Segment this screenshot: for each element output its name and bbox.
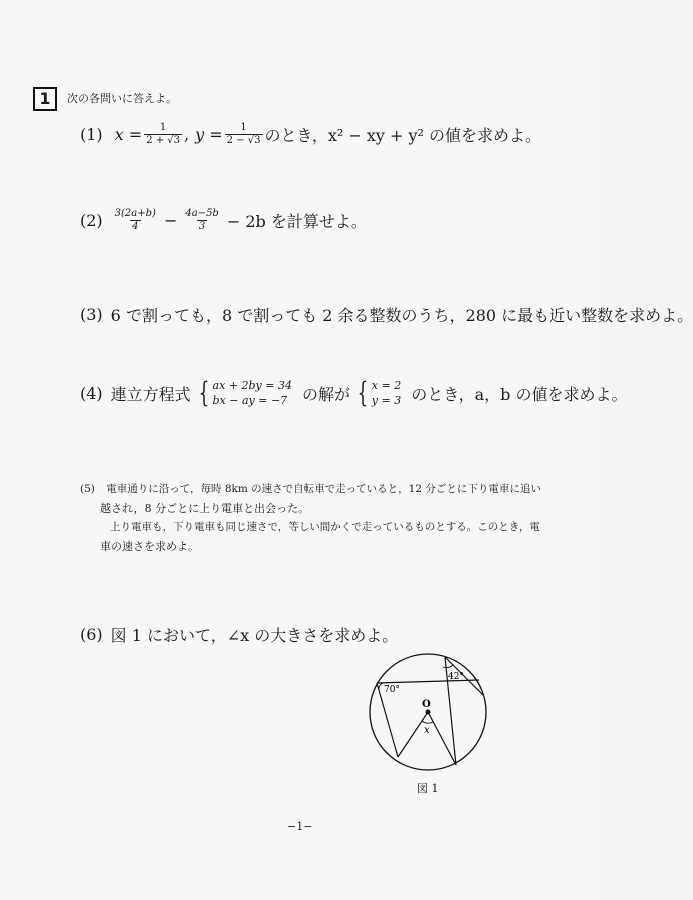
problem-3-text: 6 で割っても，8 で割っても 2 余る整数のうち，280 に最も近い整数を求めよ。: [110, 306, 693, 325]
solution-2: y = 3: [371, 394, 402, 407]
problem-6-label: (6): [80, 625, 103, 644]
solution-system: [354, 378, 401, 408]
problem-5-line-4: 車の速さを求めよ。: [100, 540, 199, 553]
problem-4-label: (4): [80, 383, 103, 403]
problem-1-label: (1): [80, 125, 103, 144]
problem-6: [80, 623, 398, 646]
fraction-numerator: 1: [240, 122, 247, 133]
angle-arc-x: [422, 721, 433, 723]
fraction-denominator: 2 − √3: [226, 135, 261, 146]
figure-caption: 図 1: [417, 782, 439, 795]
fraction-numerator: 4a−5b: [185, 208, 219, 219]
angle-arc-42: [443, 665, 453, 668]
problem-6-text: 図 1 において，∠x の大きさを求めよ。: [110, 626, 399, 645]
equation-system: [195, 378, 292, 408]
left-brace: {: [198, 376, 209, 409]
problem-2: [80, 208, 367, 233]
fraction-numerator: 3(2a+b): [114, 208, 156, 219]
equation-2: bx − ay = −7: [212, 394, 288, 407]
fraction-denominator: 4: [132, 221, 139, 232]
problem-4: [80, 378, 627, 408]
solution-1: x = 2: [371, 379, 402, 392]
center-point: [426, 710, 431, 715]
left-brace: {: [357, 376, 369, 409]
problem-4-mid: の解が: [301, 384, 350, 404]
problem-2-text: − 2b を計算せよ。: [226, 212, 367, 231]
problem-2-label: (2): [80, 211, 103, 230]
problem-5-line-3: 上り電車も，下り電車も同じ速さで，等しい間かくで走っているものとする。このとき，電: [110, 521, 540, 533]
question-number-box: 1: [33, 87, 57, 111]
angle-label-x: x: [424, 725, 430, 736]
problem-5-line-1: 電車通りに沿って，毎時 8km の速さで自転車で走っていると，12 分ごとに下り電車に追い: [106, 483, 541, 495]
problem-3: [80, 303, 693, 326]
problem-4-lead: 連立方程式: [110, 384, 191, 404]
problem-2-fraction-1: [113, 208, 158, 233]
problem-1: [80, 122, 541, 147]
fraction-numerator: 1: [159, 122, 167, 133]
page-number: −1−: [287, 820, 313, 833]
problem-5-label: (5): [80, 483, 95, 495]
problem-2-fraction-2: [183, 208, 220, 233]
problem-1-fraction-y: [225, 122, 263, 147]
figure-1-circle-diagram: [365, 645, 495, 775]
problem-1-separator: ,: [184, 125, 190, 144]
center-label: O: [422, 699, 431, 710]
problem-1-fraction-x: [144, 122, 182, 147]
problem-1-x-eq: x =: [114, 125, 143, 144]
problem-5-line-2: 越され，8 分ごとに上り電車と出会った。: [100, 502, 310, 515]
angle-label-70: 70°: [384, 685, 400, 695]
angle-label-42: 42°: [448, 672, 464, 682]
fraction-denominator: 3: [198, 221, 206, 232]
problem-2-minus: −: [163, 211, 178, 230]
angle-arc-70: [379, 683, 383, 689]
problem-5: [80, 480, 550, 556]
problem-1-text: のとき，x² − xy + y² の値を求めよ。: [264, 126, 542, 145]
equation-1: ax + 2by = 34: [212, 379, 292, 392]
problem-3-label: (3): [80, 305, 103, 324]
fraction-denominator: 2 + √3: [146, 135, 181, 146]
problem-1-y-eq: y =: [195, 125, 223, 144]
problem-4-text: のとき，a，b の値を求めよ。: [411, 384, 628, 404]
question-intro: 次の各問いに答えよ。: [67, 92, 177, 105]
